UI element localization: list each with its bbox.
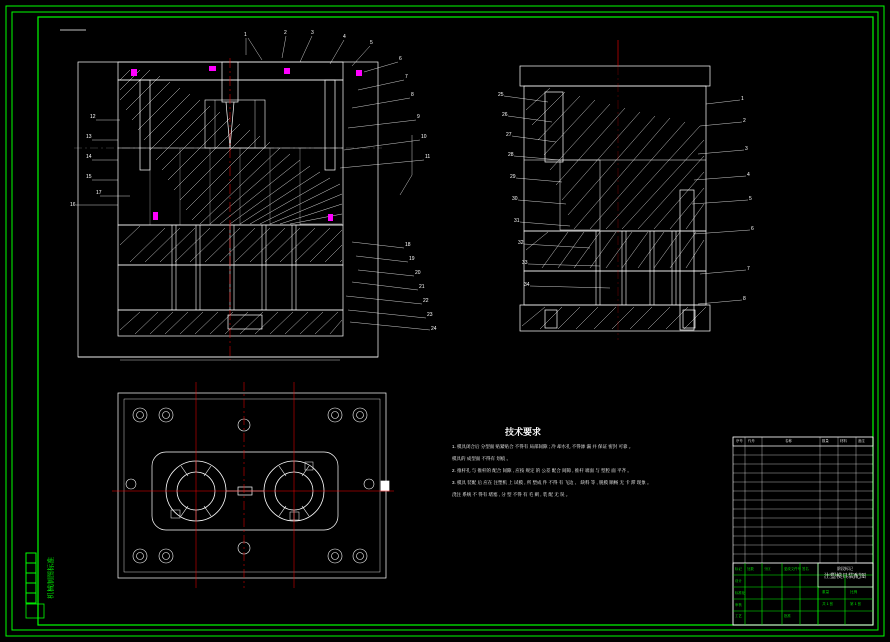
svg-text:20: 20 (415, 270, 421, 276)
svg-text:32: 32 (518, 240, 524, 246)
technical-requirements (504, 426, 541, 437)
bom-col-0: 序号 (736, 439, 743, 443)
svg-text:15: 15 (86, 174, 92, 180)
svg-text:27: 27 (506, 132, 512, 138)
title-footer-1: 标准化 (735, 591, 746, 595)
svg-text:25: 25 (498, 92, 504, 98)
title-block-stage-mark: 阶段标记 (837, 566, 853, 571)
bom-col-5: 备注 (858, 439, 865, 443)
tech-req-heading: 技术要求 (505, 427, 542, 437)
svg-text:22: 22 (423, 298, 429, 304)
svg-text:2: 2 (284, 30, 287, 36)
svg-text:6: 6 (751, 226, 754, 232)
svg-text:10: 10 (421, 134, 427, 140)
title-block-drawing-name: 注塑模具装配图 (823, 574, 867, 580)
svg-text:4: 4 (343, 34, 346, 40)
svg-text:1: 1 (741, 96, 744, 102)
bom-col-2: 名称 (785, 439, 792, 443)
svg-text:3: 3 (745, 146, 748, 152)
svg-text:5: 5 (749, 196, 752, 202)
title-mark-1: 处数 (747, 567, 754, 571)
svg-text:12: 12 (90, 114, 96, 120)
title-sheet-number: 第 1 张 (850, 602, 862, 606)
title-sheet-total: 共 1 张 (822, 602, 834, 606)
tech-req-line-1: 1. 模具闭合后 分型面 贴紧贴合 不得有 局部间隙 ; 冷 却水孔 不得渗 漏 并 保证 密封 可靠 。 (452, 444, 634, 449)
svg-text:24: 24 (431, 326, 437, 332)
svg-text:7: 7 (747, 266, 750, 272)
svg-text:8: 8 (411, 92, 414, 98)
tech-req-line-2: 模具的 成型面 不得有 划痕 。 (452, 456, 511, 461)
svg-text:21: 21 (419, 284, 425, 290)
svg-text:16: 16 (70, 202, 76, 208)
svg-text:34: 34 (524, 282, 530, 288)
svg-text:7: 7 (405, 74, 408, 80)
title-mark-2: 分区 (764, 567, 771, 571)
side-label-text: 机械制图标准 (48, 557, 55, 599)
svg-text:1: 1 (244, 32, 247, 38)
svg-text:17: 17 (96, 190, 102, 196)
svg-text:33: 33 (522, 260, 528, 266)
svg-text:6: 6 (399, 56, 402, 62)
svg-text:31: 31 (514, 218, 520, 224)
svg-text:2: 2 (743, 118, 746, 124)
svg-text:18: 18 (405, 242, 411, 248)
title-mark-3: 更改文件号 (784, 567, 801, 571)
title-scale: 比例 (850, 590, 858, 594)
tech-req-line-3: 2. 推杆孔 与 推杆的 配合 间隙 , 应按 规定 的 公差 配合 间隙 , 推杆 端面 与 型腔 面 平齐 。 (452, 468, 632, 473)
title-mark-0: 标记 (735, 567, 742, 571)
svg-text:28: 28 (508, 152, 514, 158)
svg-text:30: 30 (512, 196, 518, 202)
tech-req-line-5: 浇注 系统 不 得有 堵塞 , 分 型 不得 有 毛 刺 , 装 配 无 误 。 (452, 492, 571, 497)
svg-text:8: 8 (743, 296, 746, 302)
title-footer-0: 设计 (735, 579, 742, 583)
svg-text:11: 11 (425, 154, 431, 160)
title-weight: 重量 (822, 590, 830, 594)
svg-text:5: 5 (370, 40, 373, 46)
svg-text:19: 19 (409, 256, 415, 262)
bom-col-4: 材料 (840, 439, 847, 443)
svg-text:3: 3 (311, 30, 314, 36)
svg-text:9: 9 (417, 114, 420, 120)
title-footer-4: 批准 (784, 614, 791, 618)
bom-col-1: 代号 (748, 439, 755, 443)
svg-text:13: 13 (86, 134, 92, 140)
svg-text:14: 14 (86, 154, 92, 160)
tech-req-line-4: 3. 模具 装配 后 应在 注塑机 上 试模 , 所 塑成 件 不得 有 飞边 、 缺料 等 , 脱模 顺畅 无 卡 滞 现象 。 (452, 480, 652, 485)
bom-col-3: 数量 (822, 439, 829, 443)
title-footer-3: 工艺 (735, 614, 742, 618)
title-mark-4: 签名 (802, 567, 809, 571)
svg-text:4: 4 (747, 172, 750, 178)
svg-text:26: 26 (502, 112, 508, 118)
svg-text:29: 29 (510, 174, 516, 180)
svg-text:23: 23 (427, 312, 433, 318)
title-footer-2: 审核 (735, 603, 742, 607)
